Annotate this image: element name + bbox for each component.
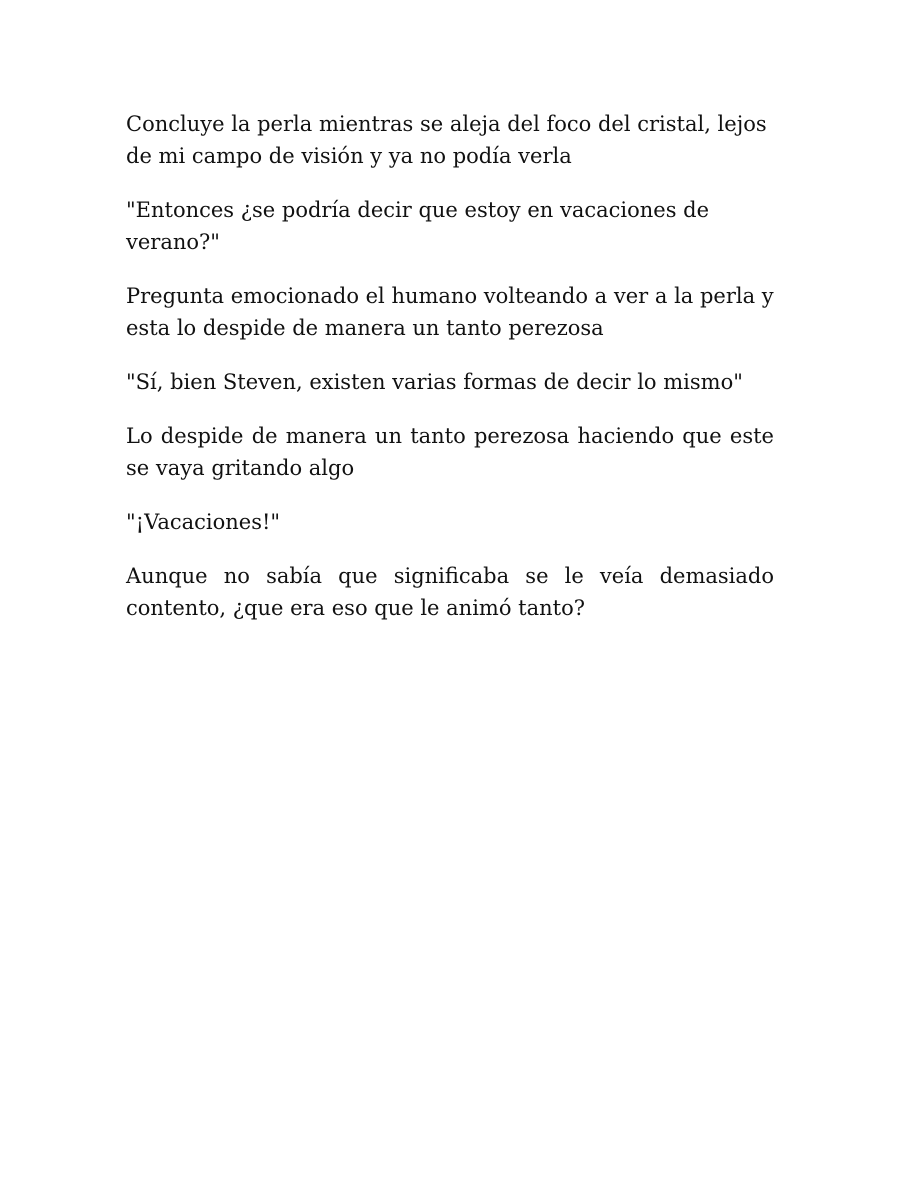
paragraph-2-dialogue: "Entonces ¿se podría decir que estoy en vacaciones de verano?": [126, 198, 710, 254]
document-page: [126, 108, 774, 646]
paragraph-4-dialogue: "Sí, bien Steven, existen varias formas de decir lo mismo": [126, 370, 743, 394]
paragraph-3: Pregunta emocionado el humano volteando a ver a la perla y esta lo despide de manera un tanto perezosa: [126, 284, 774, 340]
paragraph-6-dialogue: "¡Vacaciones!": [126, 510, 281, 534]
paragraph-5: Lo despide de manera un tanto perezosa haciendo que este se vaya gritando algo: [126, 424, 774, 480]
paragraph-7: Aunque no sabía que significaba se le veía demasiado contento, ¿que era eso que le animó tanto?: [126, 564, 774, 620]
paragraph-1: Concluye la perla mientras se aleja del foco del cristal, lejos de mi campo de visión y ya no podía verla: [126, 112, 767, 168]
